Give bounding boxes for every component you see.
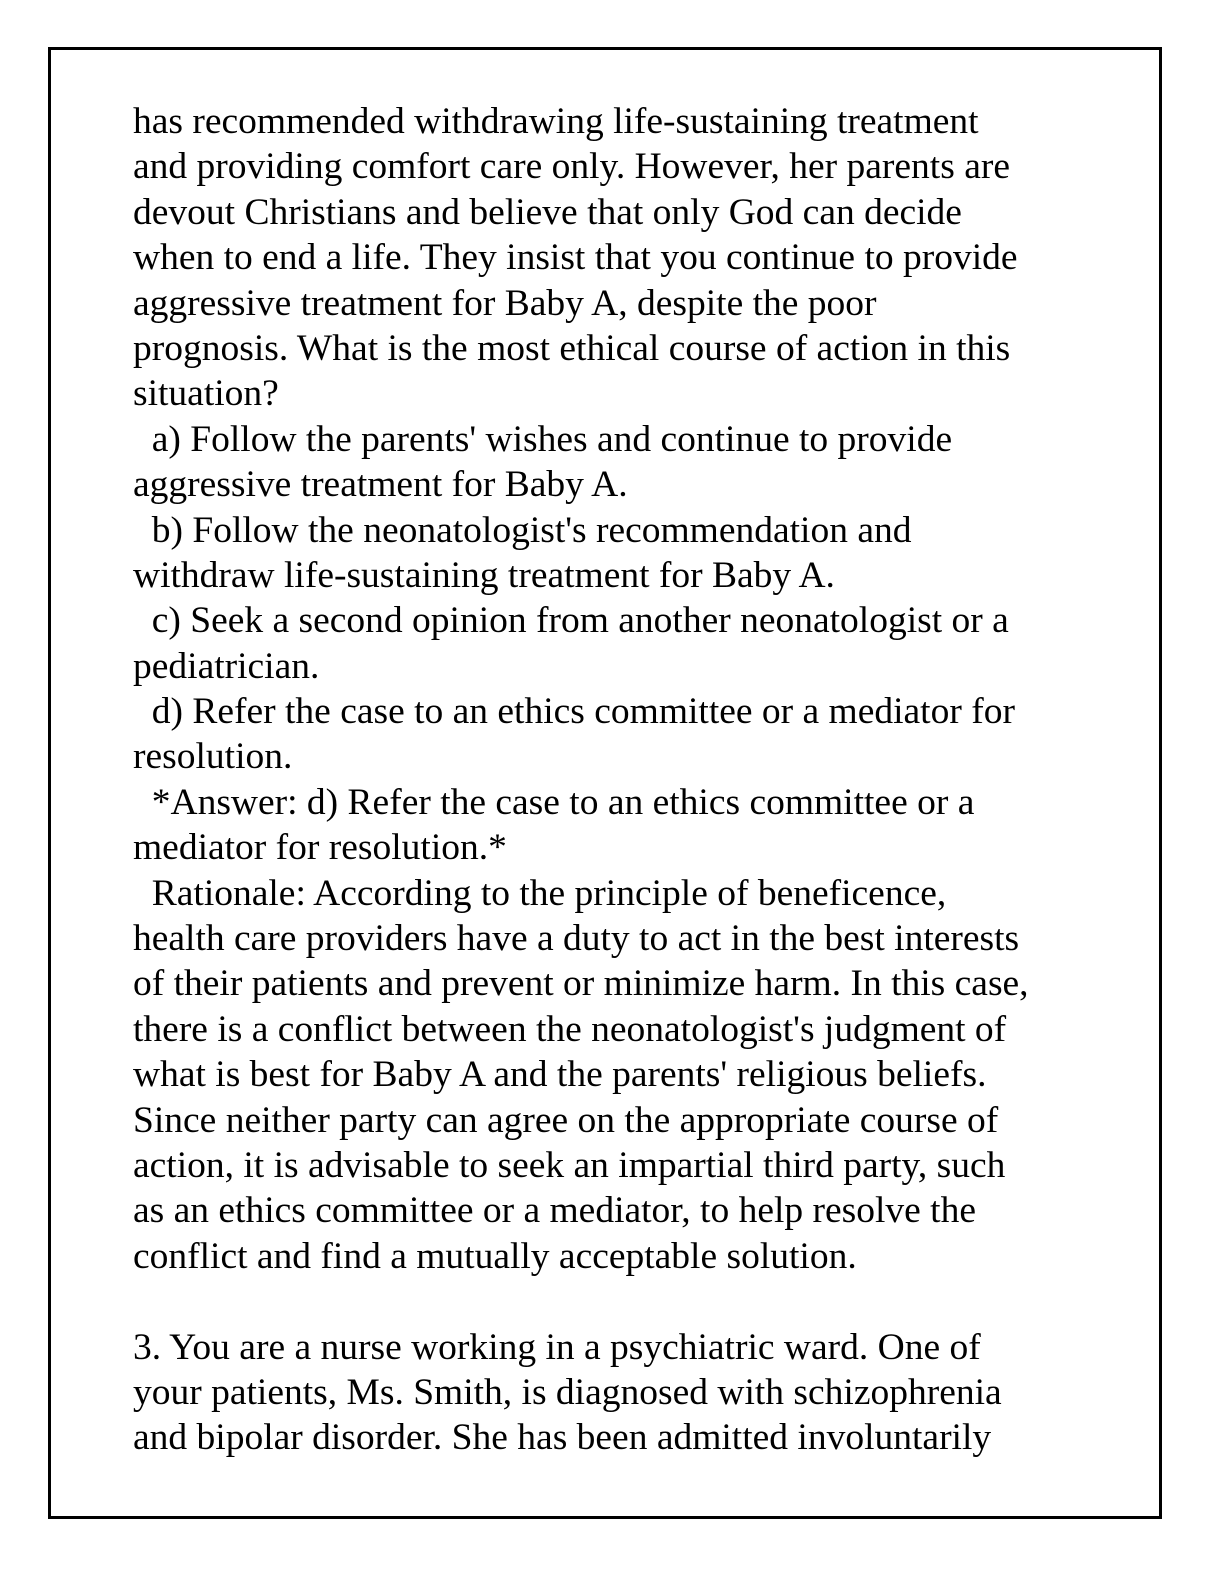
text-line: resolution. <box>133 736 293 778</box>
text-line: when to end a life. They insist that you continue to provide <box>133 237 1018 279</box>
text-line: as an ethics committee or a mediator, to help resolve the <box>133 1190 976 1232</box>
text-line: and providing comfort care only. However, her parents are <box>133 146 1010 188</box>
text-line: situation? <box>133 373 279 415</box>
text-line: prognosis. What is the most ethical course of action in this <box>133 327 1011 369</box>
text-line: conflict and find a mutually acceptable solution. <box>133 1235 857 1277</box>
question-3-line: 3. You are a nurse working in a psychiatric ward. One of <box>133 1326 981 1368</box>
option-a-line: a) Follow the parents' wishes and continue to provide <box>133 418 953 460</box>
paragraph-gap <box>133 1279 1133 1324</box>
text-line: there is a conflict between the neonatologist's judgment of <box>133 1008 1007 1050</box>
document-body <box>133 99 1133 1461</box>
text-line: and bipolar disorder. She has been admitted involuntarily <box>133 1417 992 1459</box>
text-line: has recommended withdrawing life-sustaining treatment <box>133 101 979 142</box>
text-line: aggressive treatment for Baby A. <box>133 464 628 506</box>
text-line: Since neither party can agree on the appropriate course of <box>133 1099 999 1141</box>
text-line: aggressive treatment for Baby A, despite the poor <box>133 282 877 324</box>
option-b-line: b) Follow the neonatologist's recommendation and <box>133 509 912 551</box>
text-line: of their patients and prevent or minimize harm. In this case, <box>133 963 1029 1005</box>
option-d-line: d) Refer the case to an ethics committee or a mediator for <box>133 691 1015 733</box>
text-line: health care providers have a duty to act in the best interests <box>133 918 1020 960</box>
text-line: withdraw life-sustaining treatment for Baby A. <box>133 554 835 596</box>
answer-line: *Answer: d) Refer the case to an ethics committee or a <box>133 781 975 823</box>
text-line: mediator for resolution.* <box>133 827 507 869</box>
text-line: pediatrician. <box>133 645 320 687</box>
text-line: devout Christians and believe that only God can decide <box>133 191 962 233</box>
text-line: your patients, Ms. Smith, is diagnosed with schizophrenia <box>133 1371 1002 1413</box>
rationale-line: Rationale: According to the principle of beneficence, <box>133 872 947 914</box>
text-line: what is best for Baby A and the parents' religious beliefs. <box>133 1054 987 1096</box>
option-c-line: c) Seek a second opinion from another neonatologist or a <box>133 600 1009 642</box>
text-line: action, it is advisable to seek an impartial third party, such <box>133 1144 1006 1186</box>
